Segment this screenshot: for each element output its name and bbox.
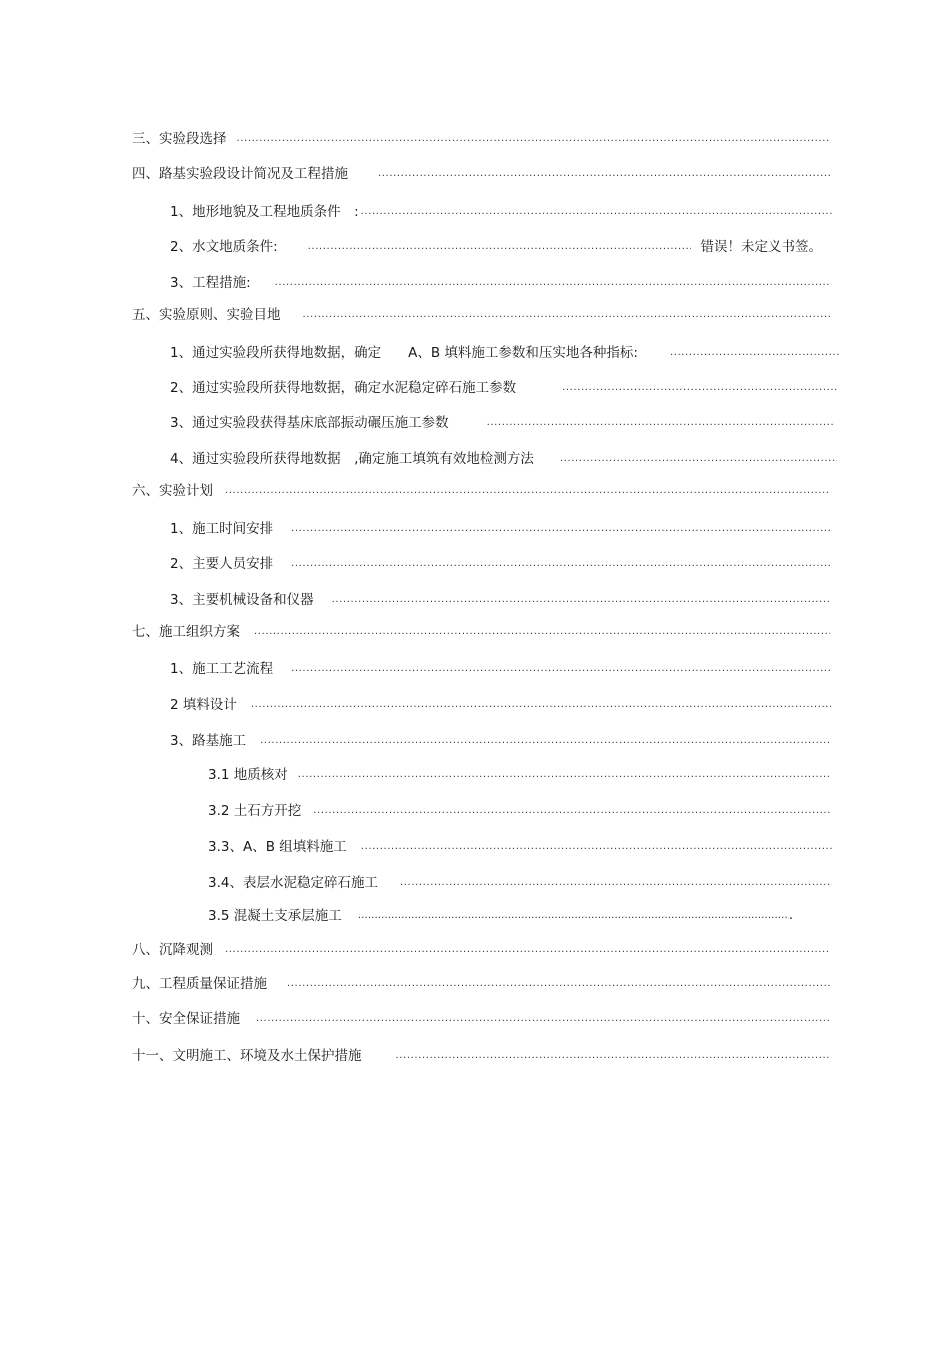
toc-entry-5-2 — [170, 375, 837, 397]
toc-entry-title: 3、路基施工 — [170, 733, 247, 749]
toc-entry-6-2 — [170, 551, 831, 573]
toc-entry-4-3 — [170, 270, 831, 292]
toc-entry-title: 八、沉降观测 — [132, 942, 213, 958]
toc-entry-title: 2、主要人员安排 — [170, 556, 274, 572]
dot-leader — [225, 482, 829, 500]
toc-entry-4-2 — [170, 234, 822, 256]
dot-leader — [298, 766, 830, 784]
dot-leader — [308, 238, 691, 256]
toc-entry-5-3 — [170, 410, 835, 432]
toc-entry-title: 3.1 地质核对 — [208, 767, 288, 783]
toc-entry-title: 3.2 土石方开挖 — [208, 803, 302, 819]
toc-entry-title: 1、通过实验段所获得地数据，确定 A、B 填料施工参数和压实地各种指标: — [170, 345, 638, 361]
toc-entry-section-11 — [132, 1043, 831, 1065]
toc-entry-title: 七、施工组织方案 — [132, 624, 240, 640]
toc-entry-title: 四、路基实验段设计简况及工程措施 — [132, 166, 348, 182]
toc-entry-7-3-4 — [208, 870, 832, 892]
dot-leader — [396, 1047, 832, 1065]
dot-leader — [361, 203, 832, 221]
dot-leader — [275, 274, 831, 292]
toc-entry-4-1 — [170, 199, 832, 221]
toc-entry-title: 九、工程质量保证措施 — [132, 976, 267, 992]
toc-entry-section-7 — [132, 619, 830, 641]
toc-entry-title: 十、安全保证措施 — [132, 1011, 240, 1027]
dot-leader — [225, 941, 828, 959]
toc-entry-section-6 — [132, 478, 829, 500]
toc-entry-title: 六、实验计划 — [132, 483, 213, 499]
toc-entry-7-3-3 — [208, 834, 832, 856]
dot-leader — [260, 732, 830, 750]
toc-entry-7-2 — [170, 692, 831, 714]
dot-leader — [291, 660, 831, 678]
dot-leader — [303, 306, 832, 324]
toc-entry-6-3 — [170, 587, 831, 609]
toc-entry-title: 1、施工工艺流程 — [170, 661, 274, 677]
dot-leader — [562, 379, 837, 397]
dot-leader — [291, 555, 831, 573]
dot-leader — [361, 838, 832, 856]
dot-leader — [254, 623, 830, 641]
toc-entry-section-8 — [132, 937, 828, 959]
dot-leader — [313, 802, 830, 820]
dot-leader — [287, 975, 830, 993]
toc-entry-section-10 — [132, 1006, 829, 1028]
dot-leader — [670, 344, 840, 362]
toc-entry-section-3 — [132, 126, 830, 148]
dot-leader — [256, 1010, 829, 1028]
toc-entry-7-3-5 — [208, 903, 793, 925]
toc-entry-title: 3.4、表层水泥稳定碎石施工 — [208, 875, 378, 891]
toc-entry-5-1 — [170, 340, 840, 362]
dot-leader — [358, 907, 789, 925]
toc-entry-title: 2 填料设计 — [170, 697, 237, 713]
toc-entry-title: 3、通过实验段获得基床底部振动碾压施工参数 — [170, 415, 449, 431]
dot-leader — [251, 696, 831, 714]
toc-entry-section-4 — [132, 161, 832, 183]
toc-entry-title: 五、实验原则、实验目地 — [132, 307, 281, 323]
toc-entry-title: 1、施工时间安排 — [170, 521, 274, 537]
toc-entry-7-3-2 — [208, 798, 830, 820]
toc-entry-title: 3、工程措施: — [170, 275, 251, 291]
toc-entry-7-3-1 — [208, 762, 830, 784]
dot-leader — [400, 874, 832, 892]
toc-entry-title: 4、通过实验段所获得地数据 ,确定施工填筑有效地检测方法 — [170, 451, 534, 467]
toc-entry-title: 3、主要机械设备和仪器 — [170, 592, 314, 608]
toc-entry-section-5 — [132, 302, 831, 324]
toc-page-reference: 错误！未定义书签。 — [700, 239, 822, 255]
toc-entry-title: 2、水文地质条件: — [170, 239, 278, 255]
toc-entry-title: 三、实验段选择 — [132, 131, 227, 147]
toc-entry-tail: . — [788, 908, 793, 923]
toc-entry-7-1 — [170, 656, 831, 678]
dot-leader — [332, 591, 831, 609]
toc-entry-section-9 — [132, 971, 830, 993]
dot-leader — [487, 414, 835, 432]
toc-entry-6-1 — [170, 516, 831, 538]
toc-entry-title: 3.5 混凝土支承层施工 — [208, 908, 342, 924]
dot-leader — [291, 520, 831, 538]
toc-entry-title: 3.3、A、B 组填料施工 — [208, 839, 347, 855]
toc-entry-7-3 — [170, 728, 830, 750]
dot-leader — [560, 450, 837, 468]
toc-entry-5-4 — [170, 446, 837, 468]
toc-entry-title: 十一、文明施工、环境及水土保护措施 — [132, 1048, 362, 1064]
toc-entry-title: 2、通过实验段所获得地数据，确定水泥稳定碎石施工参数 — [170, 380, 517, 396]
dot-leader — [378, 165, 832, 183]
dot-leader — [237, 130, 831, 148]
toc-entry-title: 1、地形地貌及工程地质条件 : — [170, 204, 359, 220]
